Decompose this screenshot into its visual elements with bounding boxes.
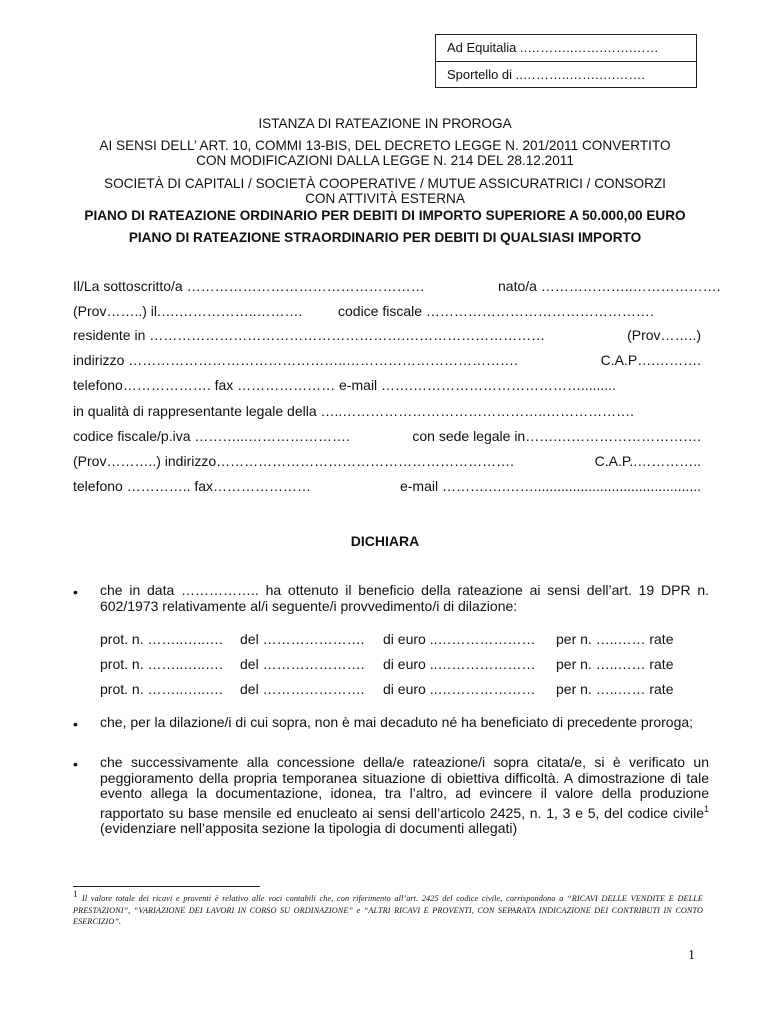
company-address-line [73, 452, 701, 470]
contact-line [73, 376, 701, 394]
declaration-worsening-tail: (evidenziare nell’apposita sezione la tipologia di documenti allegati) [100, 820, 518, 837]
protocol-date-field[interactable]: del …………………. [240, 631, 365, 647]
birth-province-date-field[interactable]: (Prov……..) il.….……………..………. [73, 303, 303, 319]
address-line [73, 351, 701, 369]
bullet-icon: • [73, 716, 78, 732]
footnote-reference: 1 [703, 803, 709, 814]
company-tax-line [73, 427, 701, 445]
protocol-installments-field[interactable]: per n. …..…… rate [556, 656, 674, 672]
footnote-text: Il valore totale dei ricavi e proventi è relativo alle voci contabili che, con riferimento all’art. 2425 del codice civile, corrispondono a “RICAVI DELLE VENDITE E DELLE PRESTAZIONI”, “VARIAZIONE DEI LAVORI IN CORSO SU ORDINAZIONE” e “ALTRI RICAVI E PROVENTI, CON SEPARATA INDICAZIONE DEI CONTRIBUTI IN CONTO ESERCIZIO”. [73, 894, 703, 926]
document-title: ISTANZA DI RATEAZIONE IN PROROGA [258, 116, 512, 131]
footnote-mark: 1 [73, 889, 78, 899]
protocol-amount-field[interactable]: di euro ..………………… [383, 681, 536, 697]
protocol-number-field[interactable]: prot. n. ……..…..…. [100, 656, 223, 672]
category-line-1: SOCIETÀ DI CAPITALI / SOCIETÀ COOPERATIVE / MUTUE ASSICURATRICI / CONSORZI [104, 176, 666, 191]
registered-office-field[interactable]: con sede legale in…….…………………………. [412, 428, 701, 444]
declaration-worsening-text: che successivamente alla concessione della/e rateazione/i sopra citata/e, si è verificato un peggioramento della propria temporanea situazione di obiettiva difficoltà. A dimostrazione di tale evento allega la documentazione, idonea, tra l’altro, ad evincere il valore della produzione rapportato su base mensile ed enucleato ai sensi dell’articolo 2425, n. 1, 3 e 5, del codice civile [100, 754, 709, 821]
legal-representative-line [73, 402, 701, 420]
company-address-field[interactable]: (Prov………..) indirizzo………………………………………………………. [73, 453, 515, 469]
category-line-2: CON ATTIVITÀ ESTERNA [305, 191, 465, 206]
provision-line-3 [100, 681, 700, 699]
residence-field[interactable]: residente in ……………………………………………….………………………… [73, 327, 546, 343]
protocol-number-field[interactable]: prot. n. ……..…..…. [100, 631, 223, 647]
residence-line [73, 326, 701, 344]
recipient-sportello-line: Sportello di ..………..…….….……. [436, 61, 696, 87]
protocol-date-field[interactable]: del …………………. [240, 656, 365, 672]
protocol-number-field[interactable]: prot. n. ……..…..…. [100, 681, 223, 697]
provision-line-2 [100, 656, 700, 674]
declaration-item-previous-rateation: che in data …………….. ha ottenuto il beneficio della rateazione ai sensi dell’art. 19 DPR n. 602/1973 relativamente al/i seguente/i provvedimento/i di dilazione: [100, 582, 709, 614]
recipient-box [435, 34, 697, 88]
provision-line-1 [100, 631, 700, 649]
company-contact-line [73, 477, 701, 495]
legal-reference-line-2: CON MODIFICAZIONI DALLA LEGGE N. 214 DEL 28.12.2011 [196, 153, 574, 168]
company-vat-field[interactable]: codice fiscale/p.iva ………...…………………. [73, 428, 350, 444]
recipient-equitalia-line: Ad Equitalia ..………..…….…….…… [447, 40, 659, 55]
phone-fax-email-field[interactable]: telefono………………. fax ………………… e-mail …….………………………………......... [73, 377, 616, 393]
plan-extraordinary-heading: PIANO DI RATEAZIONE STRAORDINARIO PER DEBITI DI QUALSIASI IMPORTO [128, 230, 642, 245]
plan-ordinary-heading: PIANO DI RATEAZIONE ORDINARIO PER DEBITI DI IMPORTO SUPERIORE A 50.000,00 EURO [84, 208, 686, 223]
applicant-name-line [73, 277, 721, 295]
bullet-icon: • [73, 584, 78, 600]
birthplace-field[interactable]: nato/a ………………..………………. [498, 278, 721, 294]
bullet-icon: • [73, 756, 78, 772]
declaration-item-worsening [100, 755, 709, 837]
declaration-heading: DICHIARA [350, 533, 420, 549]
postal-code-field[interactable]: C.A.P….………. [600, 352, 701, 368]
page-number: 1 [688, 948, 695, 963]
birth-line [73, 302, 701, 320]
protocol-installments-field[interactable]: per n. …..…… rate [556, 681, 674, 697]
footnote-divider [73, 886, 260, 887]
declaration-item-no-forfeiture: che, per la dilazione/i di cui sopra, non è mai decaduto né ha beneficiato di precedente proroga; [100, 714, 694, 730]
protocol-installments-field[interactable]: per n. …..…… rate [556, 631, 674, 647]
company-postal-code-field[interactable]: C.A.P..………….. [594, 453, 701, 469]
company-phone-fax-field[interactable]: telefono ………….. fax………………… [73, 478, 312, 494]
protocol-date-field[interactable]: del …………………. [240, 681, 365, 697]
protocol-amount-field[interactable]: di euro ..………………… [383, 631, 536, 647]
company-email-field[interactable]: e-mail ……….….……........................................... [399, 478, 701, 494]
tax-code-field[interactable]: codice fiscale …………………………………………. [338, 303, 654, 319]
applicant-name-field[interactable]: Il/La sottoscritto/a …………………………………………… [73, 278, 425, 294]
residence-province-field[interactable]: (Prov……..) [627, 327, 701, 343]
address-field[interactable]: indirizzo ………………………………………..………………………………. [73, 352, 518, 368]
company-name-field[interactable]: in qualità di rappresentante legale della …..……………………………………..………………. [73, 403, 634, 419]
legal-reference-line-1: AI SENSI DELL’ ART. 10, COMMI 13-BIS, DEL DECRETO LEGGE N. 201/2011 CONVERTITO [99, 138, 671, 153]
protocol-amount-field[interactable]: di euro ..………………… [383, 656, 536, 672]
